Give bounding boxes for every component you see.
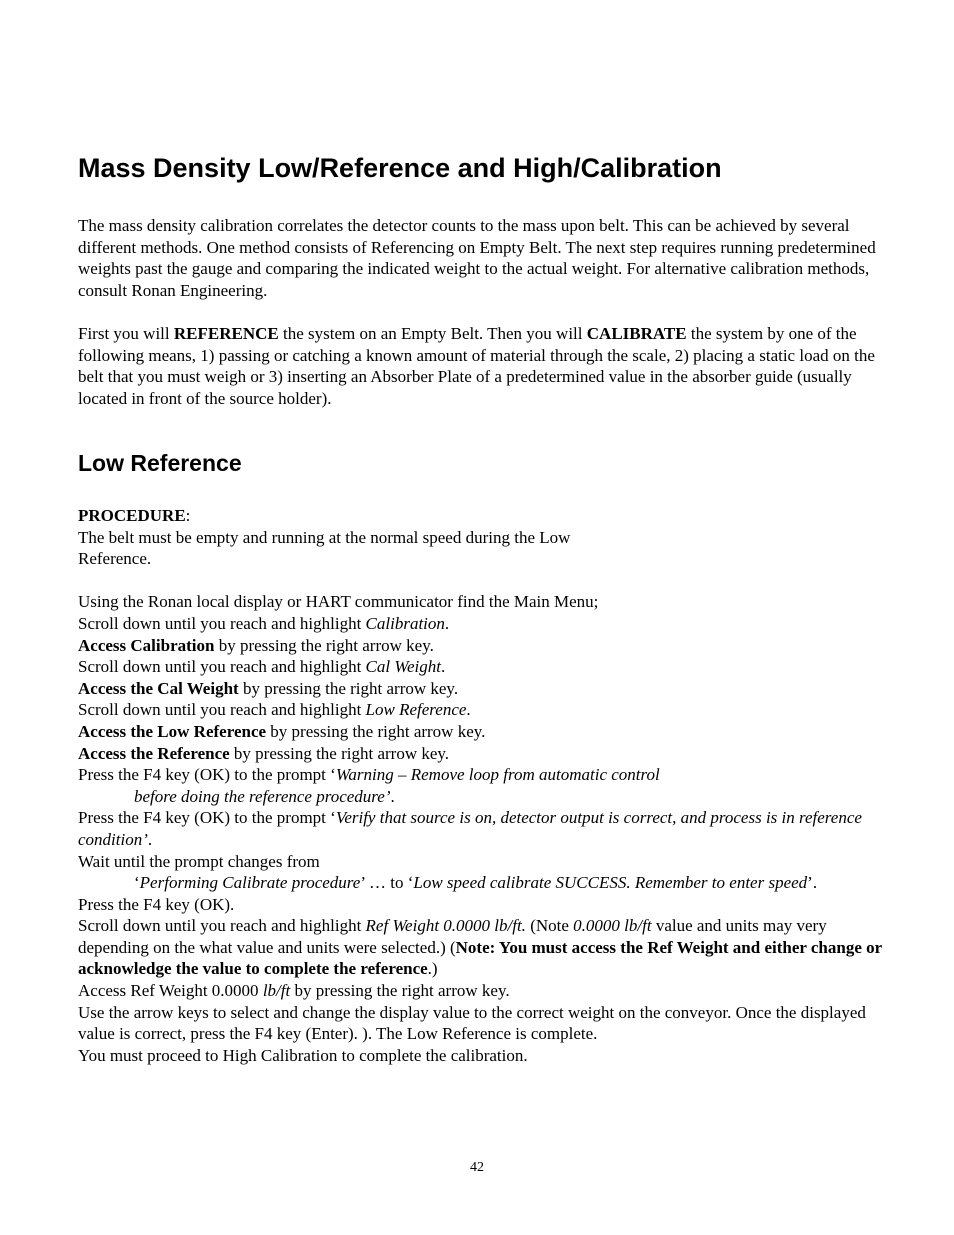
page-number: 42	[470, 1160, 484, 1175]
step-italic: 0.0000 lb/ft	[573, 916, 652, 936]
step-text: Scroll down until you reach and highlight	[78, 613, 366, 633]
step-press-f4: Press the F4 key (OK).	[78, 894, 235, 914]
step-italic: Verify that source is on, detector output is correct, and process is in reference condition’	[78, 808, 862, 849]
step-text: ‘	[134, 873, 140, 893]
reference-paragraph	[78, 323, 893, 409]
step-italic: Low speed calibrate SUCCESS. Remember to enter speed	[413, 873, 808, 893]
step-italic: before doing the reference procedure’	[134, 786, 391, 806]
step-arrow-keys: Use the arrow keys to select and change the display value to the correct weight on the conveyor. Once the displayed value is correct, press the F4 key (Enter). ). The Low Reference is complete.	[78, 1002, 866, 1044]
step-text: by pressing the right arrow key.	[290, 981, 510, 1001]
step-warning-prompt	[78, 764, 893, 786]
step-bold: Access the Reference	[78, 743, 230, 763]
step-text: .	[440, 657, 446, 677]
step-italic: Warning – Remove loop from automatic control	[335, 765, 660, 785]
step-text: by pressing the right arrow key.	[266, 721, 486, 741]
ref-text-1: First you will	[78, 324, 174, 343]
step-text: Scroll down until you reach and highlight	[78, 916, 366, 936]
step-bold-note: Note: You must access the Ref Weight and either change or acknowledge the value to complete the reference	[78, 937, 882, 979]
step-text: by pressing the right arrow key.	[238, 678, 459, 698]
step-access-reference	[78, 743, 893, 765]
section-title: Low Reference	[78, 450, 242, 476]
step-scroll-low-reference	[78, 699, 893, 721]
procedure-label: PROCEDURE	[78, 506, 186, 525]
step-italic: Performing Calibrate procedure	[139, 873, 361, 893]
step-access-cal-weight	[78, 678, 893, 700]
step-text: .	[390, 786, 395, 806]
procedure-colon: :	[185, 506, 191, 525]
step-text: by pressing the right arrow key.	[229, 743, 450, 763]
step-text: Scroll down until you reach and highlight	[78, 700, 366, 720]
step-text: .)	[427, 959, 438, 979]
step-italic: lb/ft	[262, 981, 291, 1001]
step-text: Press the F4 key (OK) to the prompt ‘	[78, 765, 336, 785]
belt-line-2: Reference.	[78, 549, 152, 569]
step-verify-prompt	[78, 807, 893, 850]
step-text: by pressing the right arrow key.	[214, 635, 434, 655]
belt-line-1: The belt must be empty and running at the normal speed during the Low	[78, 527, 571, 547]
ref-text-2: the system on an Empty Belt. Then you will	[278, 324, 587, 343]
step-access-low-reference	[78, 721, 893, 743]
step-text: Press the F4 key (OK) to the prompt ‘	[78, 808, 336, 828]
step-warning-prompt-cont	[78, 786, 893, 808]
page-title: Mass Density Low/Reference and High/Calibration	[78, 153, 722, 183]
step-italic: Low Reference	[365, 700, 467, 720]
step-text: .	[466, 700, 471, 720]
step-access-calibration	[78, 635, 893, 657]
reference-keyword: REFERENCE	[173, 324, 279, 343]
step-proceed-high-cal: You must proceed to High Calibration to complete the calibration.	[78, 1045, 528, 1065]
step-italic: Calibration	[365, 613, 445, 633]
step-scroll-cal-weight	[78, 656, 893, 678]
step-text: ’.	[807, 873, 818, 893]
step-scroll-calibration	[78, 613, 893, 635]
step-text: Scroll down until you reach and highlight	[78, 657, 366, 677]
step-text: value and units may very depending on the what value and units were selected.) (	[78, 916, 827, 957]
step-bold: Access the Low Reference	[78, 721, 267, 741]
calibrate-keyword: CALIBRATE	[586, 324, 687, 343]
step-text: (Note	[525, 916, 574, 936]
step-wait-prompt: Wait until the prompt changes from	[78, 851, 320, 871]
step-access-ref-weight	[78, 980, 893, 1002]
step-italic: Cal Weight	[365, 657, 441, 677]
step-text: .	[444, 613, 450, 633]
step-bold: Access Calibration	[78, 635, 215, 655]
procedure-label-line	[78, 505, 893, 527]
step-italic: Ref Weight 0.0000 lb/ft.	[365, 916, 526, 936]
step-main-menu: Using the Ronan local display or HART communicator find the Main Menu;	[78, 592, 599, 612]
step-ref-weight	[78, 915, 893, 980]
step-text: Access Ref Weight 0.0000	[78, 981, 263, 1001]
step-text: .	[147, 829, 153, 849]
ref-text-3: the system by one of the following means, 1) passing or catching a known amount of material through the scale, 2) placing a static load on the belt that you must weigh or 3) inserting an Absorber Plate of a predetermined value in the absorber guide (usually located in front of the source holder).	[78, 324, 875, 408]
procedure-block	[78, 505, 893, 1066]
intro-paragraph: The mass density calibration correlates the detector counts to the mass upon belt. This can be achieved by several different methods. One method consists of Referencing on Empty Belt. The next step requires running predetermined weights past the gauge and comparing the indicated weight to the actual weight. For alternative calibration methods, consult Ronan Engineering.	[78, 216, 876, 300]
step-calibrate-success	[78, 872, 893, 894]
blank-line	[78, 570, 893, 592]
step-bold: Access the Cal Weight	[78, 678, 239, 698]
step-text: ’ … to ‘	[360, 873, 414, 893]
